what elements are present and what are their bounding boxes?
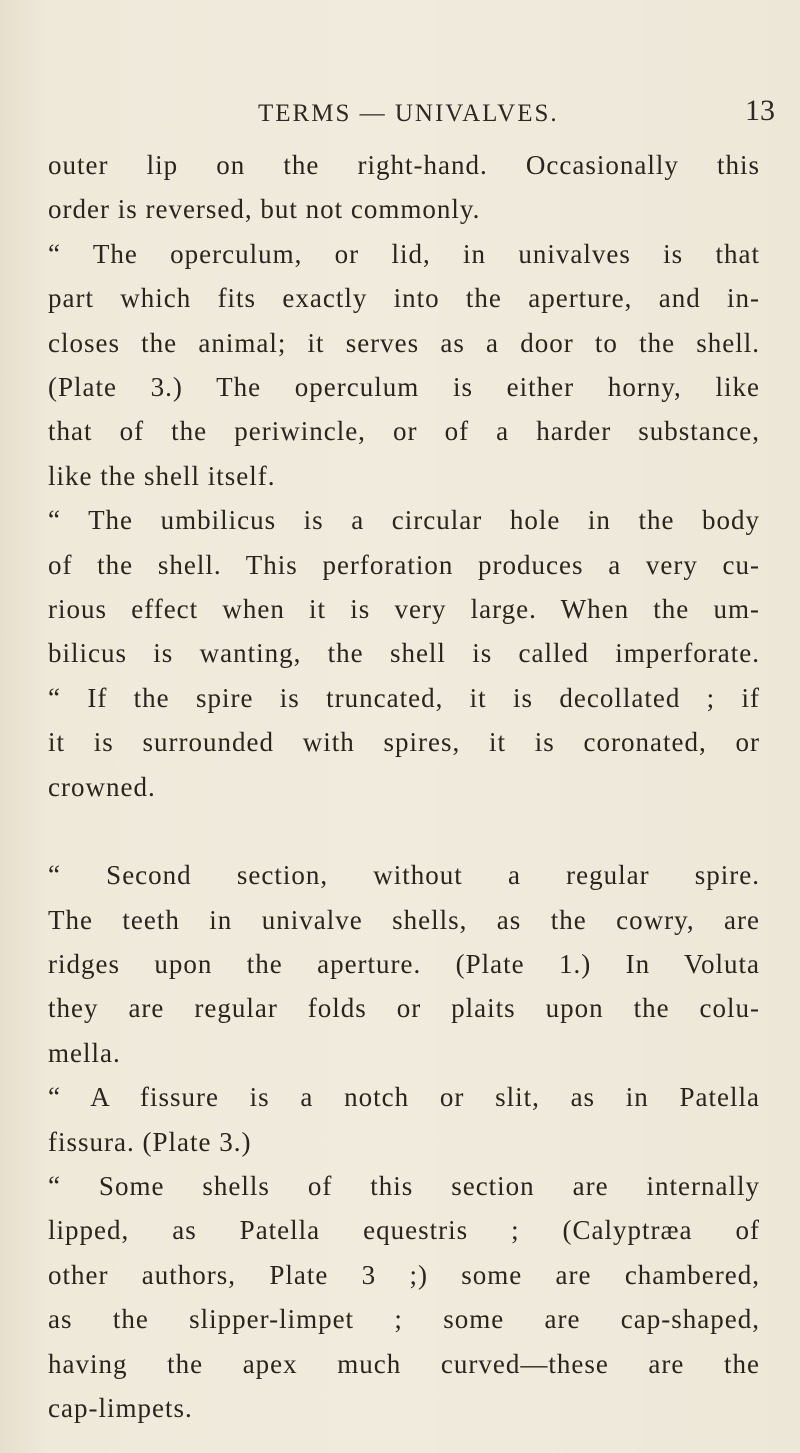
text-line: “ The umbilicus is a circular hole in the body (48, 505, 760, 536)
text-line: lipped, as Patella equestris ; (Calyptræa of (48, 1215, 760, 1246)
text-line: rious effect when it is very large. When the um- (48, 594, 760, 625)
text-line: “ Second section, without a regular spire. (48, 860, 760, 891)
text-line: of the shell. This perforation produces a very cu- (48, 549, 760, 580)
page-header (0, 94, 800, 140)
text-line: having the apex much curved—these are the (48, 1348, 760, 1379)
text-line: that of the periwincle, or of a harder substance, (48, 416, 760, 447)
text-line: it is surrounded with spires, it is coronated, or (48, 727, 760, 758)
text-line: crowned. (48, 771, 156, 802)
running-head: TERMS — UNIVALVES. (258, 100, 559, 127)
text-line: fissura. (Plate 3.) (48, 1126, 252, 1157)
text-line: “ A fissure is a notch or slit, as in Patella (48, 1082, 760, 1113)
text-line: cap-limpets. (48, 1392, 193, 1423)
text-line: as the slipper-limpet ; some are cap-shaped, (48, 1304, 760, 1335)
text-line: bilicus is wanting, the shell is called imperforate. (48, 638, 760, 669)
text-line: “ Some shells of this section are internally (48, 1170, 760, 1201)
section-gap (48, 809, 760, 853)
text-line: order is reversed, but not commonly. (48, 194, 481, 225)
text-line: ridges upon the aperture. (Plate 1.) In Voluta (48, 948, 760, 979)
text-line: outer lip on the right-hand. Occasionally this (48, 150, 760, 180)
text-line: “ If the spire is truncated, it is decollated ; if (48, 682, 760, 713)
text-line: mella. (48, 1037, 121, 1068)
text-line: (Plate 3.) The operculum is either horny, like (48, 372, 760, 403)
text-line: closes the animal; it serves as a door to the shell. (48, 327, 760, 358)
text-line: part which fits exactly into the aperture, and in- (48, 283, 760, 314)
body-text (48, 143, 760, 1430)
page-number: 13 (745, 94, 775, 127)
text-line: they are regular folds or plaits upon the colu- (48, 993, 760, 1024)
text-line: The teeth in univalve shells, as the cowry, are (48, 904, 760, 935)
text-line: other authors, Plate 3 ;) some are chambered, (48, 1259, 760, 1290)
text-line: “ The operculum, or lid, in univalves is that (48, 238, 760, 269)
text-line: like the shell itself. (48, 460, 276, 491)
